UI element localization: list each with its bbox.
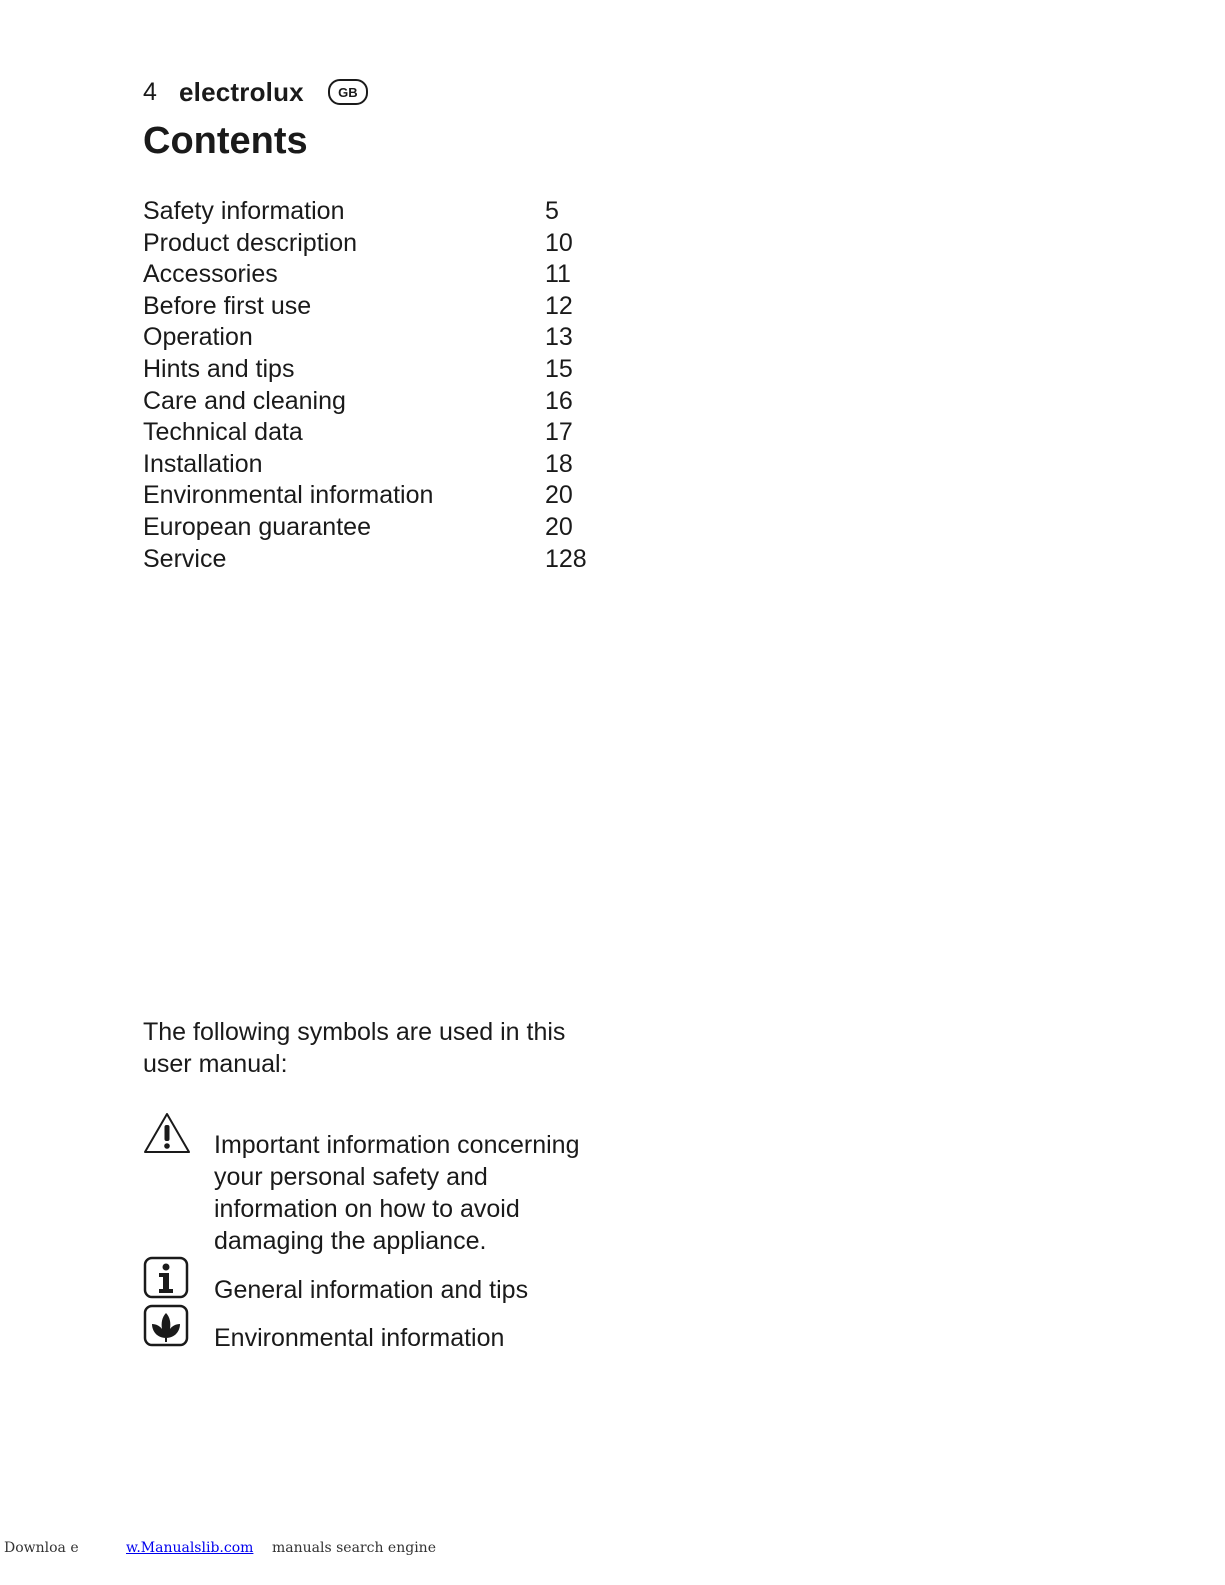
toc-page: 128	[545, 544, 587, 573]
toc-row	[143, 512, 603, 544]
toc-label: Product description	[143, 228, 358, 257]
table-of-contents	[143, 196, 603, 575]
page-header	[143, 76, 368, 108]
toc-row	[143, 291, 603, 323]
toc-row	[143, 228, 603, 260]
toc-row	[143, 386, 603, 418]
symbol-row-warning	[143, 1112, 613, 1255]
footer-tail-text: manuals search engine	[272, 1540, 436, 1556]
toc-label: Accessories	[143, 260, 278, 289]
toc-label: Environmental information	[143, 481, 434, 510]
symbol-row-environment	[143, 1304, 613, 1354]
toc-page: 20	[545, 481, 573, 510]
symbol-text: General information and tips	[214, 1276, 529, 1304]
toc-row	[143, 449, 603, 481]
download-footer	[0, 1540, 1225, 1560]
toc-label: Hints and tips	[143, 354, 295, 383]
page-number: 4	[143, 77, 157, 106]
toc-page: 5	[545, 197, 559, 225]
country-badge: GB	[328, 79, 368, 105]
toc-label: Service	[143, 544, 227, 573]
toc-row	[143, 259, 603, 291]
toc-page: 13	[545, 323, 573, 352]
toc-page: 17	[545, 418, 573, 447]
symbols-intro: The following symbols are used in this user manual:	[143, 1018, 566, 1078]
info-icon	[143, 1256, 191, 1304]
toc-row	[143, 322, 603, 354]
toc-page: 10	[545, 228, 573, 257]
environment-icon	[143, 1304, 191, 1352]
toc-row	[143, 417, 603, 449]
toc-page: 16	[545, 386, 573, 415]
toc-row	[143, 480, 603, 512]
toc-label: Safety information	[143, 197, 345, 225]
symbol-row-info	[143, 1256, 613, 1304]
warning-triangle-icon	[143, 1112, 191, 1160]
brand-logo: electrolux	[179, 76, 304, 107]
manualslib-link[interactable]: w.Manualslib.com	[126, 1540, 254, 1556]
toc-page: 11	[545, 260, 571, 289]
toc-page: 18	[545, 449, 573, 478]
toc-label: Installation	[143, 449, 263, 478]
toc-label: Technical data	[143, 418, 303, 447]
toc-page: 15	[545, 354, 573, 383]
symbol-text: Environmental information	[214, 1324, 505, 1352]
toc-label: Operation	[143, 323, 253, 352]
toc-row	[143, 354, 603, 386]
toc-row	[143, 544, 603, 576]
toc-page: 12	[545, 291, 573, 320]
toc-row	[143, 196, 603, 228]
toc-label: Care and cleaning	[143, 386, 346, 415]
symbol-text: Important information concerning your personal safety and information on how to avoid damaging the appliance.	[214, 1131, 580, 1255]
page-title: Contents	[143, 120, 308, 162]
toc-page: 20	[545, 512, 573, 541]
toc-label: European guarantee	[143, 512, 371, 541]
toc-label: Before first use	[143, 291, 312, 320]
footer-download-text: Downloa e	[4, 1540, 79, 1556]
